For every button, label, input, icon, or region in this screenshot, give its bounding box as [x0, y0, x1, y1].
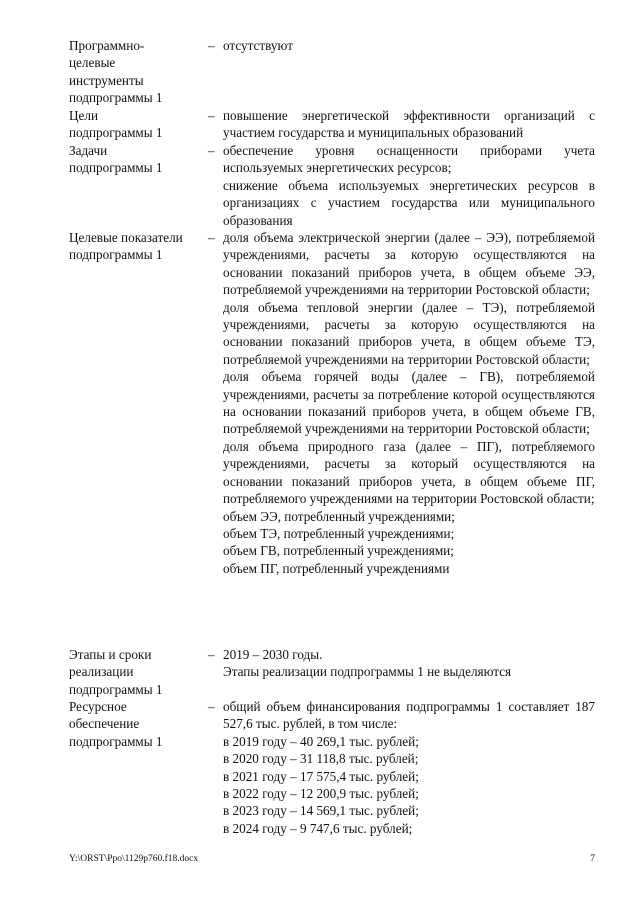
- row-dash: –: [208, 143, 215, 158]
- row-value: обеспечение уровня оснащенности приборами учета используемых энергетических ресурсов; снижение объема используемых энергетических ресурсов в организациях с участием государства или муниципального образования: [223, 143, 595, 228]
- row-dash: –: [208, 38, 215, 53]
- row-value: отсутствуют: [223, 38, 293, 53]
- row-label: Этапы и сроки реализации подпрограммы 1: [69, 647, 163, 697]
- row-label: Программно- целевые инструменты подпрограммы 1: [69, 38, 163, 106]
- row-value: 2019 – 2030 годы. Этапы реализации подпрограммы 1 не выделяются: [223, 647, 512, 680]
- row-dash: –: [208, 699, 215, 714]
- row-label: Задачи подпрограммы 1: [69, 143, 163, 176]
- row-dash: –: [208, 108, 215, 123]
- row-label: Цели подпрограммы 1: [69, 108, 163, 141]
- row-label: Ресурсное обеспечение подпрограммы 1: [69, 699, 163, 749]
- row-value: повышение энергетической эффективности организаций с участием государства и муниципальных образований: [223, 108, 595, 141]
- row-value: общий объем финансирования подпрограммы 1 составляет 187 527,6 тыс. рублей, в том числе: в 2019 году – 40 269,1 тыс. рублей; в 2020 году – 31 118,8 тыс. рублей; в 2021 году – 17 575,4 тыс. рублей; в 2022 году – 12 200,9 тыс. рублей; в 2023 году – 14 569,1 тыс. рублей; в 2024 году – 9 747,6 тыс. рублей;: [223, 699, 595, 836]
- row-label: Целевые показатели подпрограммы 1: [69, 230, 183, 263]
- row-dash: –: [208, 230, 215, 245]
- footer-file-path: Y:\ORST\Ppo\1129p760.f18.docx: [69, 854, 199, 864]
- row-dash: –: [208, 647, 215, 662]
- row-value: доля объема электрической энергии (далее – ЭЭ), потребляемой учреждениями, расчеты за которую осуществляются на основании показаний приборов учета, в общем объеме ЭЭ, потребляемой учреждениями на территории Ростовской области; доля объема тепловой энергии (далее – ТЭ), потребляемой учреждениями, расчеты за которую осуществляются на основании показаний приборов учета, в общем объеме ТЭ, потребляемой учреждениями на территории Ростовской области; доля объема горячей воды (далее – ГВ), потребляемой учреждениями, расчеты за потребление которой осуществляются на основании показаний приборов учета, в общем объеме ГВ, потребляемой учреждениями на территории Ростовской области; доля объема природного газа (далее – ПГ), потребляемого учреждениями, расчеты за который осуществляются на основании показаний приборов учета, в общем объеме ПГ, потребляемого учреждениями на территории Ростовской области; объем ЭЭ, потребленный учреждениями; объем ТЭ, потребленный учреждениями; объем ГВ, потребленный учреждениями; объем ПГ, потребленный учреждениями: [223, 230, 595, 576]
- footer-page-number: 7: [590, 854, 595, 864]
